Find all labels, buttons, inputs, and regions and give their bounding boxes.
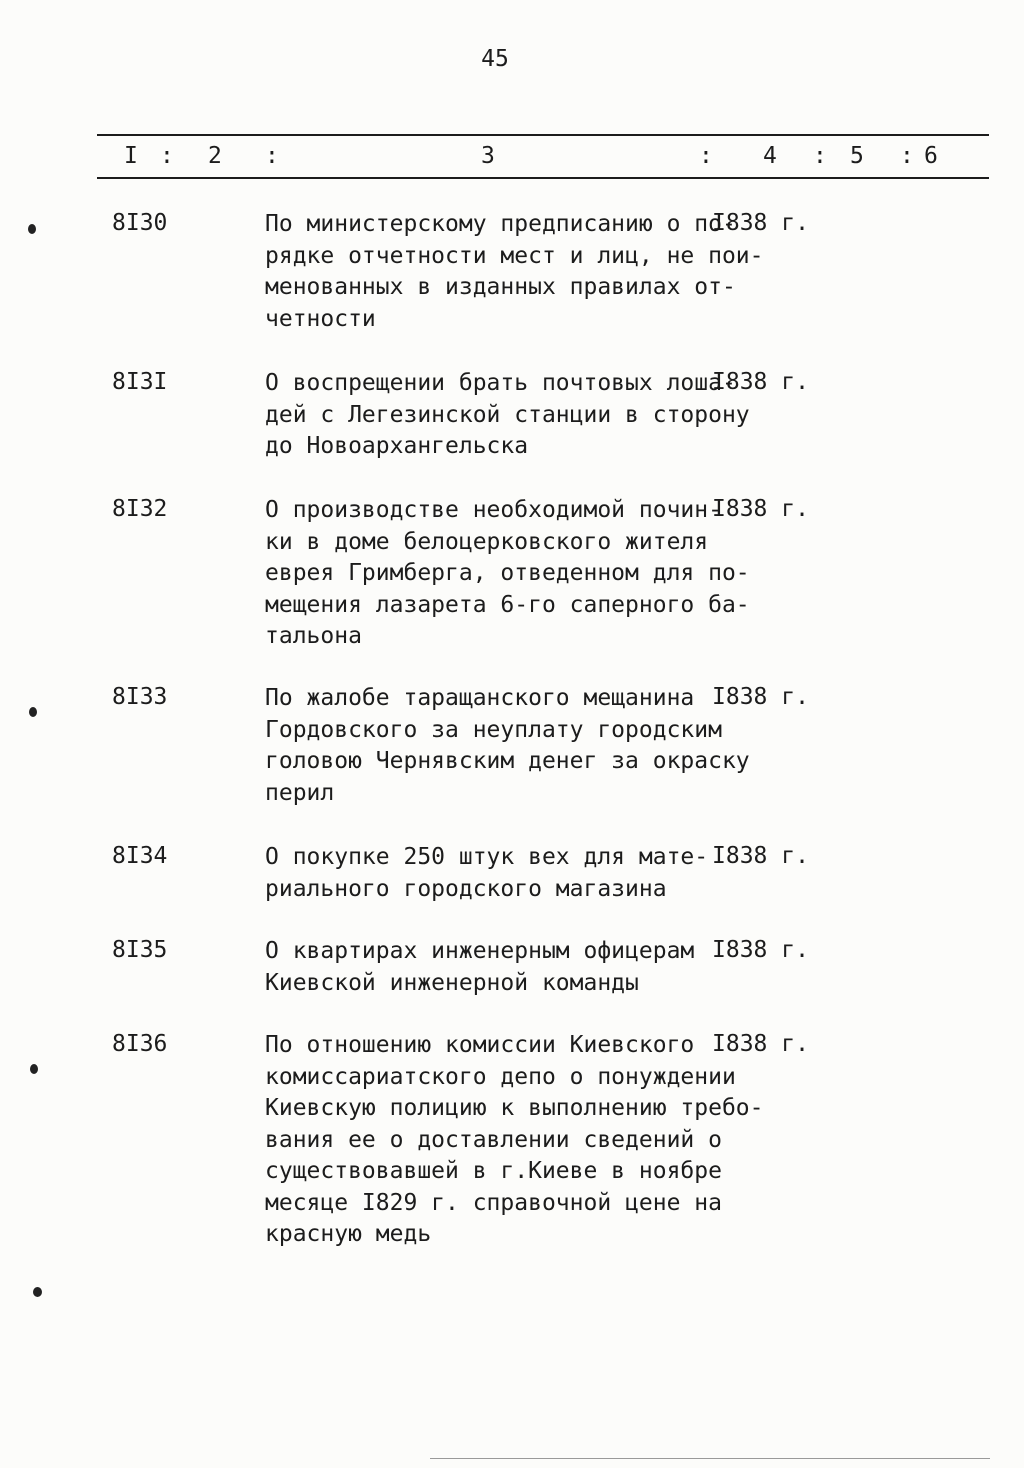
entry-line: головою Чернявским денег за окраску xyxy=(265,748,750,774)
entry-number: 8I33 xyxy=(112,684,168,710)
header-bottom-rule xyxy=(97,177,989,179)
entry-line: О воспрещении брать почтовых лоша- xyxy=(265,370,736,396)
page-number: 45 xyxy=(481,46,509,72)
entry-line: комиссариатского депо о понуждении xyxy=(265,1063,736,1090)
entry-line: месяце I829 г. справочной цене на xyxy=(265,1189,722,1216)
entry-line: менованных в изданных правилах от- xyxy=(265,274,736,300)
entry-number: 8I30 xyxy=(112,210,168,236)
entry-line: тальона xyxy=(265,623,362,649)
entry-description xyxy=(265,936,735,999)
entry-line: Киевской инженерной команды xyxy=(265,969,639,996)
entry-number: 8I35 xyxy=(112,937,168,963)
entry-line: По министерскому предписанию о по- xyxy=(265,211,736,237)
entry-date: I838 г. xyxy=(712,369,809,395)
entry-line: По отношению комиссии Киевского xyxy=(265,1032,695,1058)
entry-line: О покупке 250 штук вех для мате- xyxy=(265,844,709,870)
column-6-label: 6 xyxy=(924,143,938,169)
column-2-label: 2 xyxy=(208,143,222,169)
entry-date: I838 г. xyxy=(712,210,809,236)
column-5-label: 5 xyxy=(850,143,864,169)
entry-line: вания ее о доставлении сведений о xyxy=(265,1126,722,1153)
entry-line: существовавшей в г.Киеве в ноябре xyxy=(265,1158,722,1184)
column-separator: : xyxy=(813,143,827,169)
entry-line: рядке отчетности мест и лиц, не пои- xyxy=(265,242,764,269)
entry-line: еврея Гримберга, отведенном для по- xyxy=(265,560,750,586)
entry-line: мещения лазарета 6-го саперного ба- xyxy=(265,591,750,618)
entry-description xyxy=(265,842,735,905)
entry-line: По жалобе таращанского мещанина xyxy=(265,685,695,711)
entry-line: дей с Легезинской станции в сторону xyxy=(265,401,750,428)
entry-line: ки в доме белоцерковского жителя xyxy=(265,528,709,555)
entry-description xyxy=(265,368,750,463)
column-separator: : xyxy=(699,143,713,169)
entry-number: 8I36 xyxy=(112,1031,168,1057)
scan-edge-line xyxy=(430,1458,990,1459)
column-4-label: 4 xyxy=(763,143,777,169)
binder-hole-mark xyxy=(29,707,37,717)
entry-line: Киевскую полицию к выполнению требо- xyxy=(265,1095,764,1121)
entry-line: О квартирах инженерным офицерам xyxy=(265,938,695,964)
entry-line: риального городского магазина xyxy=(265,875,667,902)
column-separator: : xyxy=(160,143,174,169)
binder-hole-mark xyxy=(28,224,36,234)
column-3-label: 3 xyxy=(481,143,495,169)
entry-line: до Новоархангельска xyxy=(265,433,529,459)
column-separator: : xyxy=(265,143,279,169)
entry-number: 8I32 xyxy=(112,496,168,522)
entry-line: перил xyxy=(265,779,335,806)
entry-description xyxy=(265,495,750,653)
entry-description xyxy=(265,683,750,809)
entry-date: I838 г. xyxy=(712,1031,809,1057)
column-separator: : xyxy=(900,143,914,169)
entry-number: 8I34 xyxy=(112,843,168,869)
entry-line: красную медь xyxy=(265,1221,432,1247)
entry-line: О производстве необходимой почин- xyxy=(265,497,722,523)
entry-number: 8I3I xyxy=(112,369,168,395)
header-top-rule xyxy=(97,134,989,136)
entry-line: четности xyxy=(265,305,376,332)
entry-line: Гордовского за неуплату городским xyxy=(265,716,722,743)
entry-date: I838 г. xyxy=(712,496,809,522)
entry-date: I838 г. xyxy=(712,684,809,710)
column-1-label: I xyxy=(124,143,138,169)
binder-hole-mark xyxy=(33,1287,42,1297)
entry-date: I838 г. xyxy=(712,843,809,869)
entry-date: I838 г. xyxy=(712,937,809,963)
binder-hole-mark xyxy=(30,1064,38,1074)
